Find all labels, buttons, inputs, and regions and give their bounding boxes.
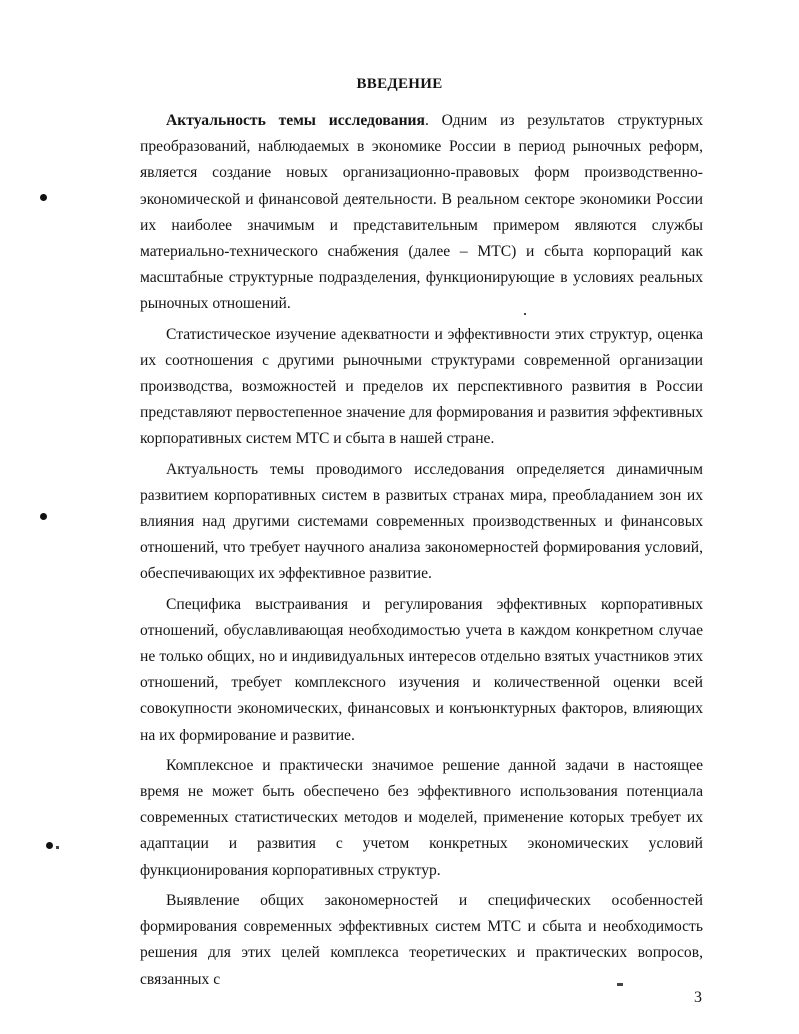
scan-speck <box>56 846 59 849</box>
binding-hole-mark <box>40 194 47 201</box>
page-number: 3 <box>694 989 702 1006</box>
paragraph: Статистическое изучение адекватности и эффективности этих структур, оценка их соотношения с другими рыночными структурами современной организации производства, возможностей и пределов их перспективного развития в России представляют первостепенное значение для формирования и развития эффективных корпоративных систем МТС и сбыта в нашей стране. <box>140 325 703 448</box>
paragraph-lead: Актуальность темы исследования <box>166 112 425 129</box>
paragraph: Актуальность темы проводимого исследования определяется динамичным развитием корпоративных систем в развитых странах мира, преобладанием зон их влияния над другими системами современных производственных и финансовых отношений, что требует научного анализа закономерностей формирования условий, обеспечивающих их эффективное развитие. <box>140 460 703 583</box>
page-title: ВВЕДЕНИЕ <box>356 76 443 92</box>
binding-hole-mark <box>46 842 53 849</box>
paragraph-relevance <box>140 108 703 318</box>
paragraph: Выявление общих закономерностей и специфических особенностей формирования современных эффективных систем МТС и сбыта и необходимость решения для этих целей комплекса теоретических и практических вопросов, связанных с <box>140 891 703 988</box>
paragraph: Комплексное и практически значимое решение данной задачи в настоящее время не может быть обеспечено без эффективного использования потенциала современных статистических методов и моделей, применение которых требует их адаптации и развития с учетом конкретных экономических условий функционирования корпоративных структур. <box>140 756 703 879</box>
paragraph: Специфика выстраивания и регулирования эффективных корпоративных отношений, обуславливающая необходимостью учета в каждом конкретном случае не только общих, но и индивидуальных интересов отдельно взятых участников этих отношений, требует комплексного изучения и количественной оценки всей совокупности экономических, финансовых и конъюнктурных факторов, влияющих на их формирование и развитие. <box>140 595 703 744</box>
paragraph-text: . Одним из результатов структурных преобразований, наблюдаемых в экономике России в период рыночных реформ, является создание новых организационно-правовых форм производственно-экономической и финансовой деятельности. В реальном секторе экономики России их наиболее значимым и представительным примером являются службы материально-технического снабжения (далее – МТС) и сбыта корпораций как масштабные структурные подразделения, функционирующие в условиях реальных рыночных отношений. <box>140 112 703 313</box>
binding-hole-mark <box>40 513 47 520</box>
document-body <box>140 108 703 993</box>
